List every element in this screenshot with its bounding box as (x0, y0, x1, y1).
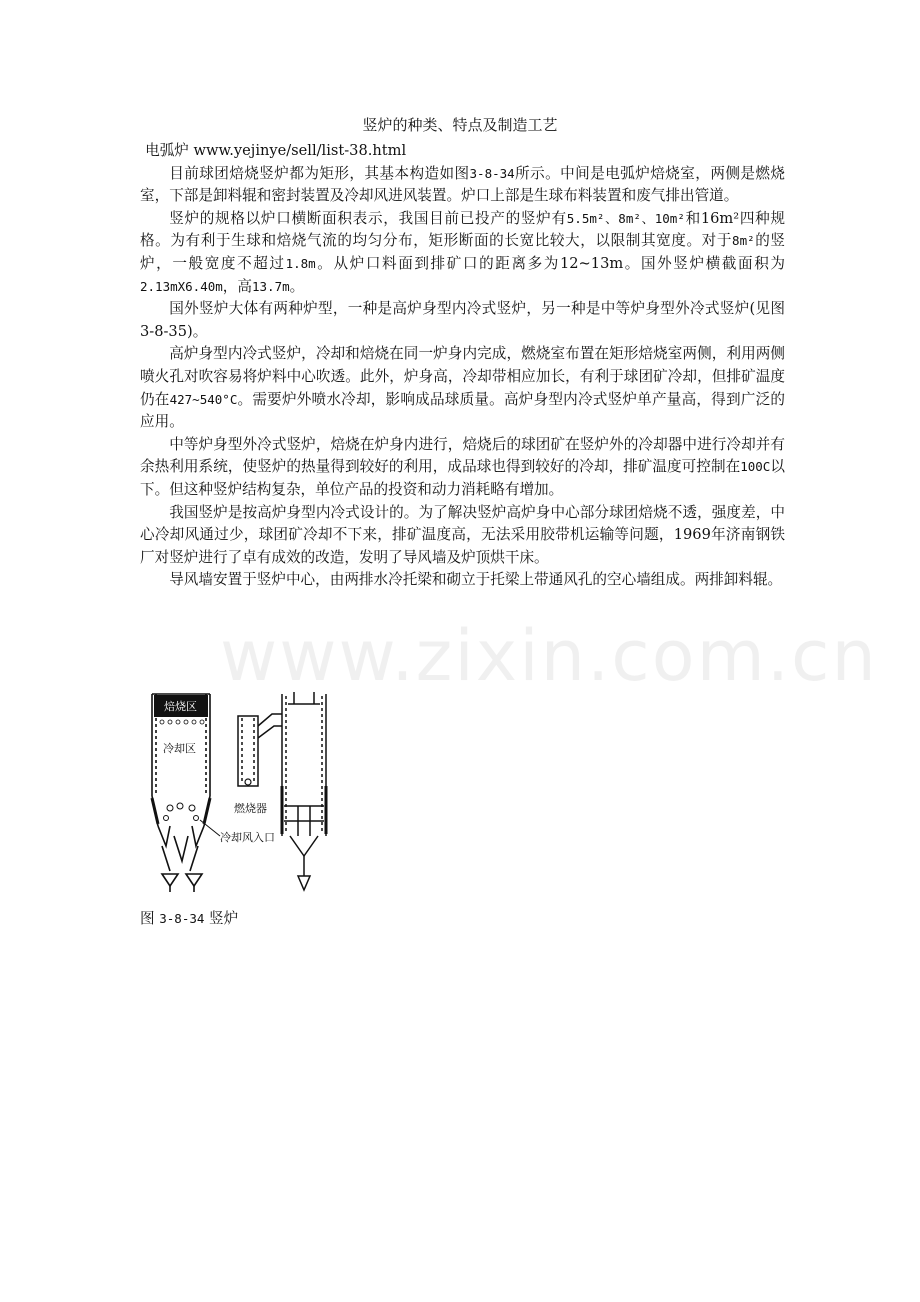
burner-label: 燃烧器 (234, 802, 267, 815)
paragraph-internal-cooling: 高炉身型内冷式竖炉，冷却和焙烧在同一炉身内完成，燃烧室布置在矩形焙烧室两侧，利用两侧喷火孔对吹容易将炉料中心吹透。此外，炉身高，冷却带相应加长，有利于球团矿冷却，但排矿温度仍在427~540°C。需要炉外喷水冷却，影响成品球质量。高炉身型内冷式竖炉单产量高，得到广泛的应用。 (140, 345, 785, 431)
cooling-air-inlet-label: 冷却风入口 (220, 831, 275, 844)
watermark-text: www.zixin.com.cn (220, 615, 878, 697)
shaft-furnace-figure (148, 686, 338, 901)
source-link-line: 电弧炉 www.yejinye/sell/list-38.html (145, 142, 407, 159)
paragraph-specifications: 竖炉的规格以炉口横断面积表示，我国目前已投产的竖炉有5.5m²、8m²、10m²和16m²四种规格。为有利于生球和焙烧气流的均匀分布，矩形断面的长宽比较大，以限制其宽度。对于8m²的竖炉，一般宽度不超过1.8m。从炉口料面到排矿口的距离多为12~13m。国外竖炉横截面积为2.13mX6.40m，高13.7m。 (140, 209, 785, 295)
figure-caption: 图 3-8-34 竖炉 (140, 910, 239, 927)
page-title: 竖炉的种类、特点及制造工艺 (362, 116, 558, 134)
paragraph-china-design: 我国竖炉是按高炉身型内冷式设计的。为了解决竖炉高炉身中心部分球团焙烧不透，强度差，中心冷却风通过少，球团矿冷却不下来，排矿温度高，无法采用胶带机运输等问题，1969年济南钢铁厂对竖炉进行了卓有成效的改造，发明了导风墙及炉顶烘干床。 (140, 503, 785, 566)
paragraph-foreign-types: 国外竖炉大体有两种炉型，一种是高炉身型内冷式竖炉，另一种是中等炉身型外冷式竖炉(见图 3-8-35)。 (140, 300, 785, 340)
roasting-zone-label: 焙烧区 (164, 700, 197, 713)
cooling-zone-label: 冷却区 (163, 742, 196, 755)
document-body (140, 140, 785, 592)
paragraph-structure: 目前球团焙烧竖炉都为矩形，其基本构造如图3-8-34所示。中间是电弧炉焙烧室，两侧是燃烧室，下部是卸料辊和密封装置及冷却风进风装置。炉口上部是生球布料装置和废气排出管道。 (140, 164, 785, 205)
shaft-furnace-diagram (148, 686, 338, 901)
paragraph-external-cooling: 中等炉身型外冷式竖炉，焙烧在炉身内进行，焙烧后的球团矿在竖炉外的冷却器中进行冷却并有余热利用系统，使竖炉的热量得到较好的利用，成品球也得到较好的冷却，排矿温度可控制在100C以下。但这种竖炉结构复杂，单位产品的投资和动力消耗略有增加。 (140, 435, 785, 498)
paragraph-air-guide-wall: 导风墙安置于竖炉中心，由两排水冷托梁和砌立于托梁上带通风孔的空心墙组成。两排卸料辊。 (169, 571, 783, 589)
